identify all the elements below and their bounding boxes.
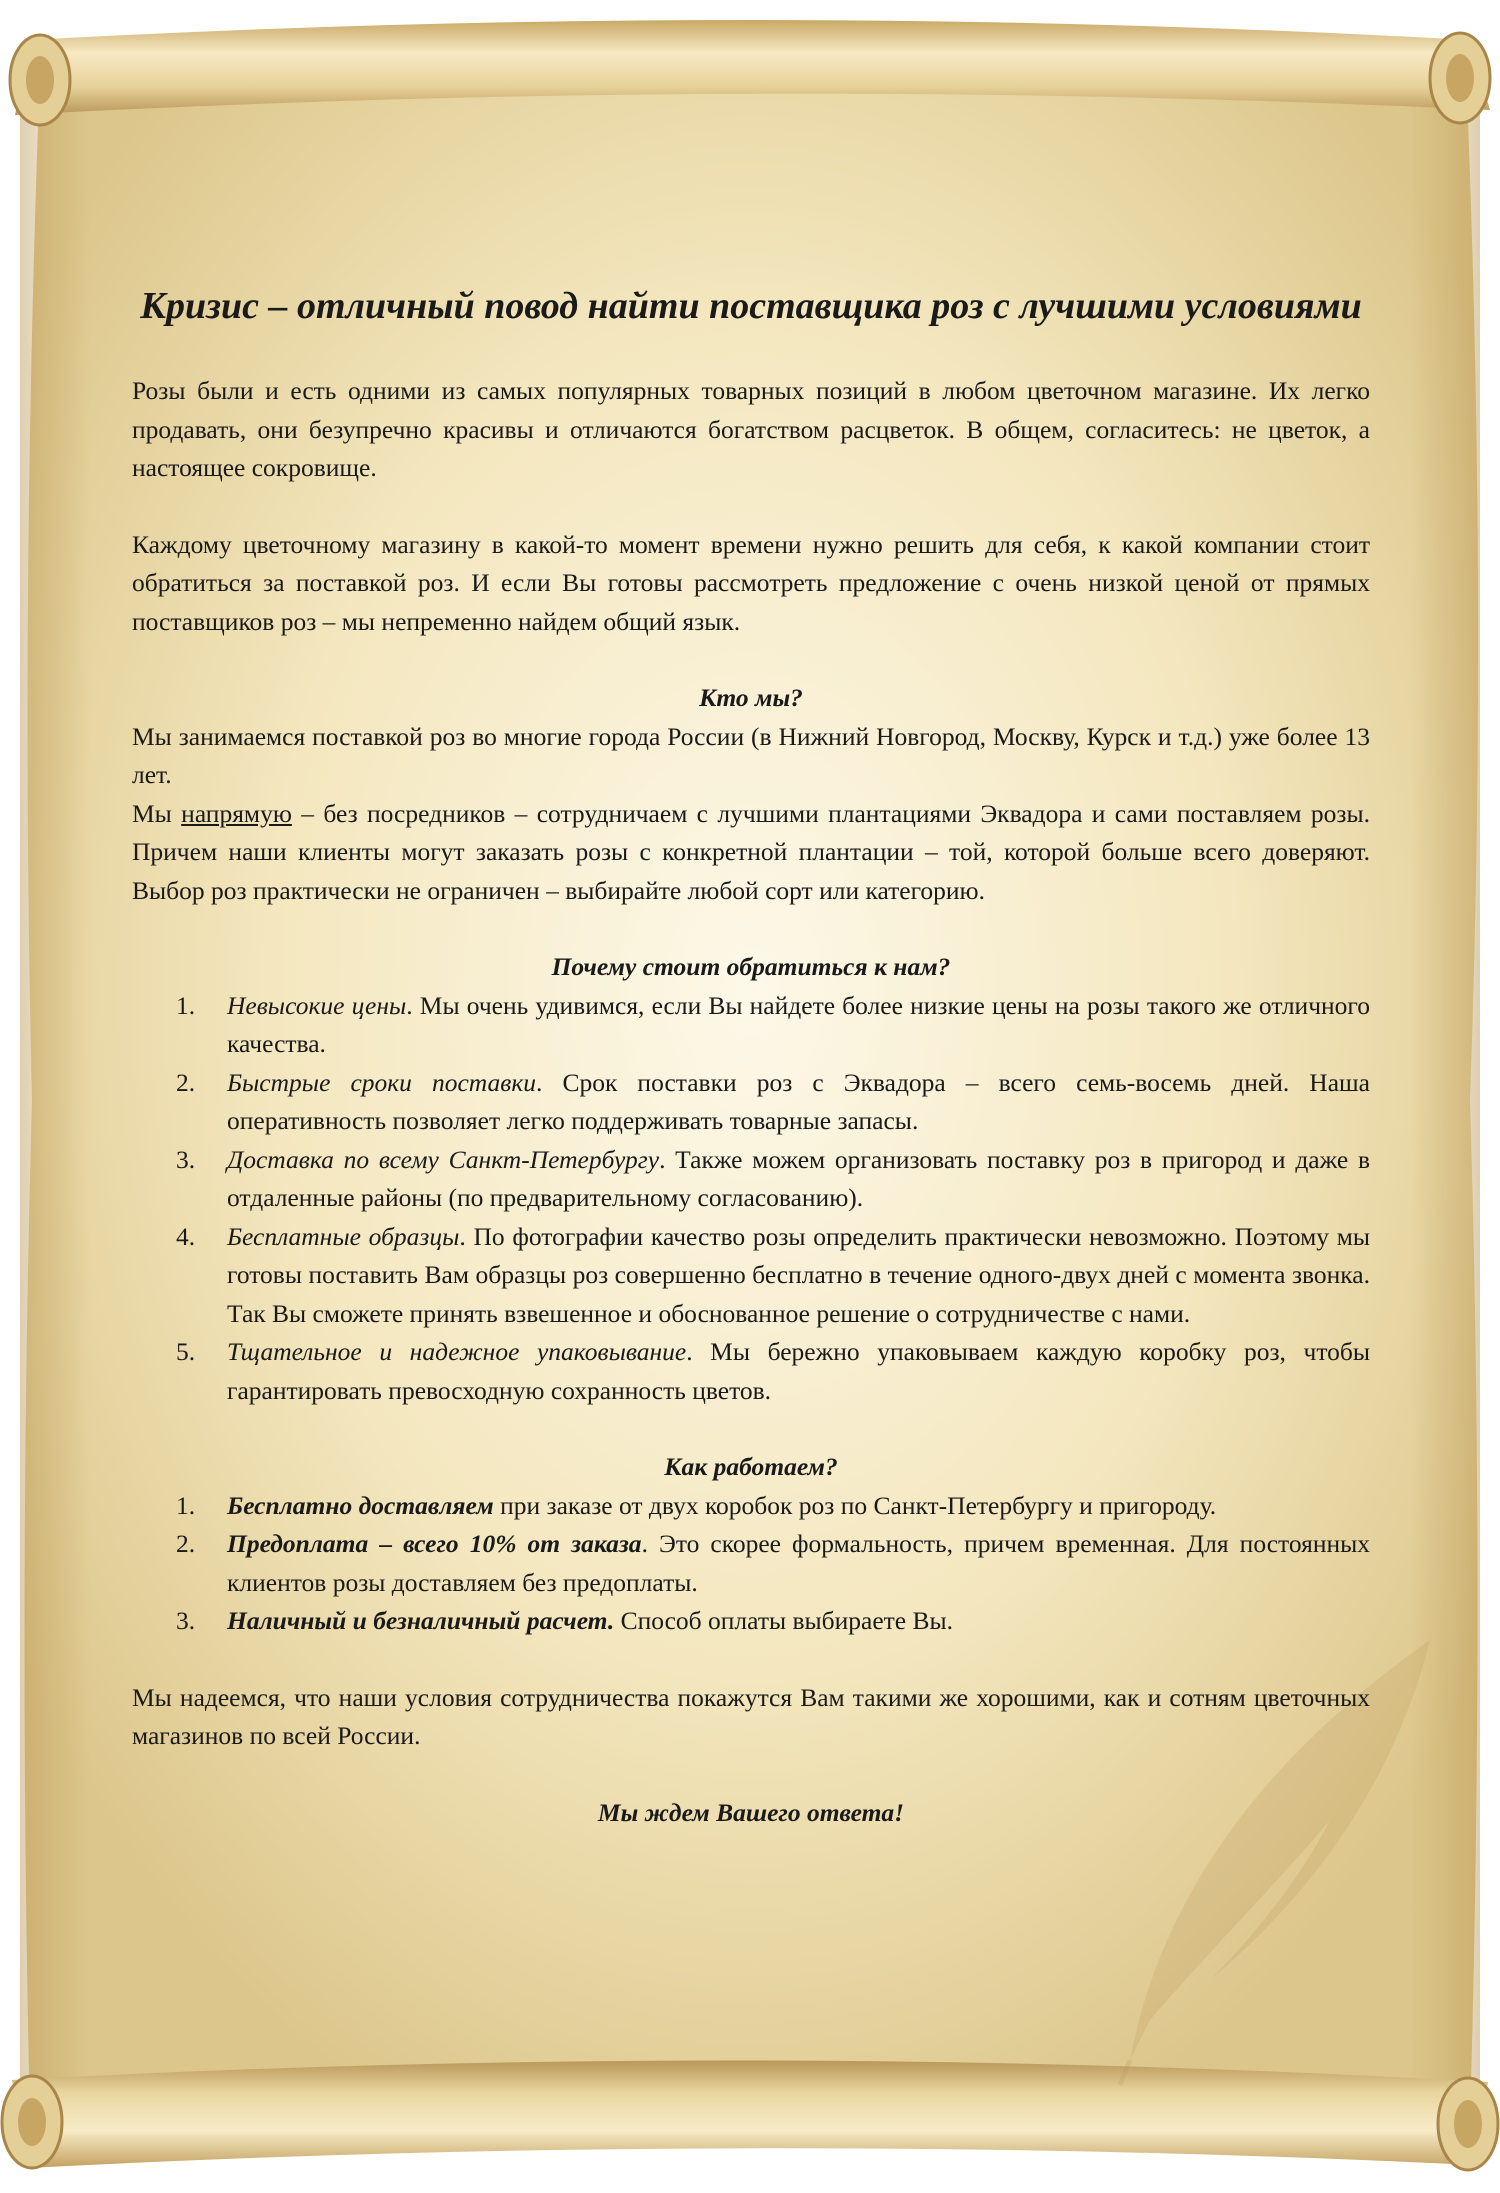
list-item — [132, 987, 1370, 1064]
list-number: 2. — [176, 1067, 196, 1097]
list-item-text: . Это скорее формальность, причем временная. Для постоянных клиентов розы доставляем без предоплаты. — [227, 1529, 1370, 1597]
list-number: 3. — [176, 1144, 196, 1174]
document-body — [132, 278, 1370, 1832]
list-item-emphasis: Предоплата – всего 10% от заказа — [227, 1529, 642, 1558]
list-item — [132, 1218, 1370, 1334]
list-item-emphasis: Доставка по всему Санкт-Петербургу — [227, 1144, 660, 1174]
list-number: 5. — [176, 1337, 196, 1366]
how-we-work-heading: Как работаем? — [664, 1452, 838, 1481]
list-item — [132, 1141, 1370, 1218]
why-us-heading: Почему стоит обратиться к нам? — [551, 952, 951, 981]
paragraph-text: Мы — [132, 798, 182, 828]
list-number: 1. — [176, 990, 196, 1020]
list-item — [132, 1064, 1370, 1141]
list-number: 1. — [176, 1490, 196, 1520]
closing-paragraph: Мы надеемся, что наши условия сотрудничества покажутся Вам такими же хорошими, как и сотням цветочных магазинов по всей России. — [132, 1682, 1370, 1750]
underlined-word: напрямую — [181, 798, 292, 828]
offer-paragraph: Каждому цветочному магазину в какой-то момент времени нужно решить для себя, к какой компании стоит обратиться за поставкой роз. И если Вы готовы рассмотреть предложение с очень низкой ценой от прямых поставщиков роз – мы непременно найдем общий язык. — [132, 529, 1370, 636]
list-item-emphasis: Бесплатно доставляем — [227, 1490, 494, 1520]
list-item-emphasis: Наличный и безналичный расчет. — [227, 1606, 615, 1635]
why-us-list — [132, 987, 1370, 1411]
list-item-emphasis: Тщательное и надежное упаковывание — [227, 1337, 687, 1366]
list-item-text: Способ оплаты выбираете Вы. — [614, 1606, 953, 1635]
list-item-text: . По фотографии качество розы определить практически невозможно. Поэтому мы готовы поставить Вам образцы роз совершенно бесплатно в течение одного-двух дней с момента звонка. Так Вы сможете принять взвешенное и обоснованное решение о сотрудничестве с нами. — [227, 1221, 1371, 1328]
list-item-text: . Мы бережно упаковываем каждую коробку роз, чтобы гарантировать превосходную сохранность цветов. — [227, 1337, 1370, 1405]
who-we-are-paragraph-2 — [132, 795, 1370, 911]
document-title: Кризис – отличный повод найти поставщика роз с лучшими условиями — [140, 285, 1362, 327]
list-item-emphasis: Невысокие цены — [227, 990, 407, 1020]
how-we-work-list — [132, 1487, 1370, 1641]
who-we-are-paragraph-1: Мы занимаемся поставкой роз во многие города России (в Нижний Новгород, Москву, Курск и т.д.) уже более 13 лет. — [132, 721, 1370, 789]
who-we-are-heading: Кто мы? — [699, 683, 803, 712]
list-item — [132, 1525, 1370, 1602]
closing-line: Мы ждем Вашего ответа! — [597, 1797, 905, 1827]
intro-paragraph: Розы были и есть одними из самых популярных товарных позиций в любом цветочном магазине. Их легко продавать, они безупречно красивы и отличаются богатством расцветок. В общем, согласитесь: не цветок, а настоящее сокровище. — [132, 376, 1370, 482]
list-item — [132, 1602, 1370, 1641]
list-item-emphasis: Быстрые сроки поставки — [227, 1067, 537, 1097]
paragraph-text: – без посредников – сотрудничаем с лучшими плантациями Эквадора и сами поставляем розы. Причем наши клиенты могут заказать розы с конкретной плантации – той, которой больше всего доверяют. Выбор роз практически не ограничен – выбирайте любой сорт или категорию. — [132, 798, 1371, 905]
list-number: 2. — [176, 1529, 196, 1558]
list-item-text: . Срок поставки роз с Эквадора – всего семь-восемь дней. Наша оперативность позволяет легко поддерживать товарные запасы. — [227, 1067, 1370, 1135]
list-item-text: . Мы очень удивимся, если Вы найдете более низкие цены на розы такого же отличного качества. — [227, 990, 1370, 1058]
list-item — [132, 1333, 1370, 1410]
list-item-emphasis: Бесплатные образцы — [227, 1221, 460, 1251]
list-number: 4. — [176, 1221, 196, 1251]
list-item-text: при заказе от двух коробок роз по Санкт-Петербургу и пригороду. — [493, 1490, 1217, 1520]
list-number: 3. — [176, 1606, 196, 1635]
list-item — [132, 1487, 1370, 1526]
list-item-text: . Также можем организовать поставку роз в пригород и даже в отдаленные районы (по предварительному согласованию). — [227, 1144, 1370, 1212]
